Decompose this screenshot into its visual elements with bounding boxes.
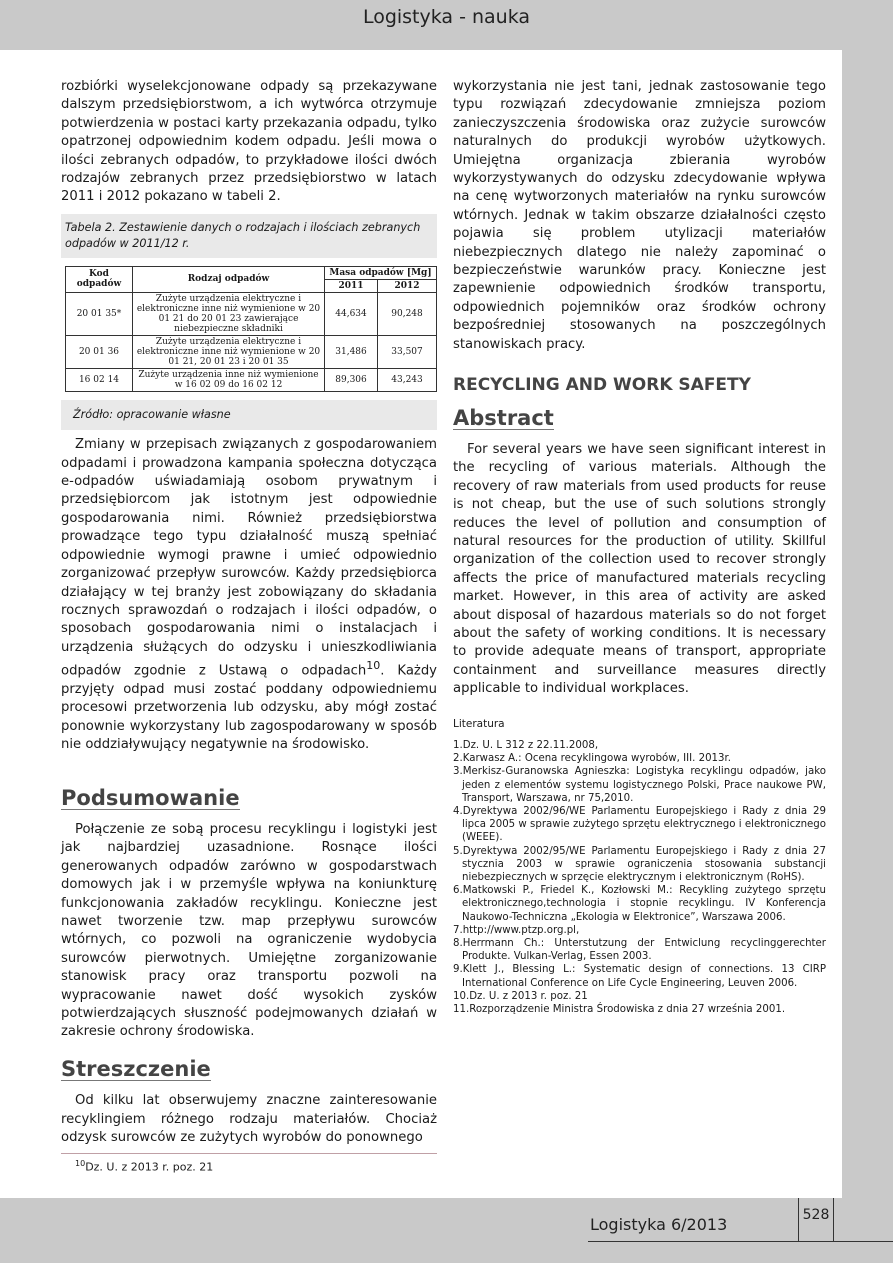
streszczenie-paragraph: Od kilku lat obserwujemy znaczne zainteresowanie recyklingiem różnego rodzaju materiałów. Chociaż odzysk surowców ze zużytych wyrobów do ponownego [61, 1093, 437, 1146]
reference-item: 6.Matkowski P., Friedel K., Kozłowski M.: Recykling zużytego sprzętu elektronicznego,technologia i stopnie recyklingu. IV Konferencja Naukowo-Techniczna „Ekologia w Elektronice”, Warszawa 2006. [453, 885, 826, 923]
table-cell-2012: 43,243 [378, 368, 437, 391]
reference-item: 1.Dz. U. L 312 z 22.11.2008, [453, 740, 599, 751]
table-cell-2012: 33,507 [378, 335, 437, 368]
abstract-paragraph: For several years we have seen significant interest in the recycling of various materials. Although the recovery of raw materials from used products for reuse is not cheap, but the use of such solutions strongly reduces the level of pollution and consumption of natural resources for the production of utility. Skillful organization of the collection used to recover strongly affects the price of manufactured materials recycling market. However, in this area of activity are asked about disposal of hazardous materials so do not forget about the safety of working conditions. It is necessary to provide adequate means of transport, appropriate containment and surveillance measures directly applicable to individual workplaces. [453, 441, 826, 697]
reference-item: 11.Rozporządzenie Ministra Środowiska z dnia 27 września 2001. [453, 1004, 786, 1016]
table-header-code: Kod odpadów [66, 266, 133, 292]
reference-item: 3.Merkisz-Guranowska Agnieszka: Logistyka recyklingu odpadów, jako jeden z elementów systemu logistycznego Polski, Prace naukowe PW, Transport, Warszawa, nr 75,2010. [453, 766, 826, 804]
table-header-mass: Masa odpadów [Mg] [325, 266, 437, 279]
page-body [0, 50, 842, 1198]
reference-item: 2.Karwasz A.: Ocena recyklingowa wyrobów, III. 2013r. [453, 753, 732, 765]
table-caption: Tabela 2. Zestawienie danych o rodzajach i ilościach zebranych odpadów w 2011/12 r. [61, 214, 437, 258]
section-title-abstract: Abstract [453, 405, 554, 430]
table-cell-2011: 89,306 [325, 368, 378, 391]
running-header [0, 0, 893, 50]
reference-item: 8.Herrmann Ch.: Unterstutzung der Entwiclung recyclinggerechter Produkte. Vulkan-Verlag, Essen 2003. [453, 938, 826, 963]
table-cell-code: 16 02 14 [66, 368, 133, 391]
table-row [66, 292, 437, 335]
table-cell-type: Zużyte urządzenia inne niż wymienione w 16 02 09 do 16 02 12 [133, 368, 325, 391]
table-cell-type: Zużyte urządzenia elektryczne i elektroniczne inne niż wymienione w 20 01 21, 20 01 23 i 20 01 35 [133, 335, 325, 368]
english-title: RECYCLING AND WORK SAFETY [453, 375, 751, 396]
footnote-ref: 10 [366, 659, 381, 673]
paragraph [61, 436, 437, 754]
table-cell-code: 20 01 36 [66, 335, 133, 368]
paragraph-text-a: Zmiany w przepisach związanych z gospodarowaniem odpadami i prowadzona kampania społeczna dotycząca e-odpadów uświadamiają osobom prywatnym i przedsiębiorcom jak istotnym jest odpowiednie gospodarowania nimi. Również przedsiębiorstwa prowadzące tego typu działalność muszą spełniać odpowiednie wymogi prawne i umieć odpowiednio zorganizować przepływ surowców. Każdy przedsiębiorca działający w tej branży jest zobowiązany do składania rocznych sprawozdań o rodzajach i ilości odpadów, o sposobach gospodarowania nimi o instalacjach i urządzenia służących do odzysku i unieszkodliwiania odpadów zgodnie z Ustawą o odpadach [61, 437, 437, 679]
table-header-2012: 2012 [378, 279, 437, 292]
footnote [61, 1153, 437, 1175]
footnote-text: Dz. U. z 2013 r. poz. 21 [85, 1161, 214, 1175]
reference-item: 9.Klett J., Blessing L.: Systematic design of connections. 13 CIRP International Conference on Life Cycle Engineering, Leuven 2006. [453, 964, 826, 989]
journal-footer: Logistyka 6/2013 [590, 1215, 728, 1234]
reference-item: 4.Dyrektywa 2002/96/WE Parlamentu Europejskiego i Rady z dnia 29 lipca 2005 w sprawie zużytego sprzętu elektrycznego i elektronicznego (WEEE). [453, 806, 826, 844]
running-header-title: Logistyka - nauka [362, 6, 531, 28]
reference-item: 7.http://www.ptzp.org.pl, [453, 924, 580, 936]
summary-paragraph: Połączenie ze sobą procesu recyklingu i logistyki jest jak najbardziej uzasadnione. Rosnące ilości generowanych odpadów zarówno w gospodarstwach domowych jak i w przemyśle wpływa na koniunkturę funkcjonowania zakładów recyklingu. Konieczne jest nawet tworzenie tzw. map przepływu surowców wtórnych, co pozwoli na ograniczenie wydobycia surowców pierwotnych. Umiejętne zorganizowanie stanowisk pracy oraz transportu pozwoli na wypracowanie nawet dość wysokich zysków potwierdzających słuszność podejmowanych działań w zakresie ochrony środowiska. [61, 821, 437, 1040]
table-cell-type: Zużyte urządzenia elektryczne i elektroniczne inne niż wymienione w 20 01 21 do 20 01 23 zawierające niebezpieczne składniki [133, 292, 325, 335]
references-title: Literatura [453, 717, 505, 730]
paragraph: wykorzystania nie jest tani, jednak zastosowanie tego typu rozwiązań zdecydowanie zmniejsza poziom zanieczyszczenia środowiska oraz zużycie surowców naturalnych do produkcji wyrobów użytkowych. Umiejętna organizacja zbierania wyrobów wykorzystywanych do odzysku zdecydowanie wpływa na cenę wytworzonych materiałów na rynku surowców wtórnych. Jednak w takim obszarze działalności często pojawia się problem utylizacji materiałów niebezpiecznych dlatego nie należy zapominać o bezpieczeństwie warunków pracy. Konieczne jest zapewnienie odpowiednich środków transportu, odpowiednich pojemników oraz środków ochrony bezpośredniej stosowanych na poszczególnych stanowiskach pracy. [453, 79, 826, 352]
table-row [66, 335, 437, 368]
table-cell-2011: 31,486 [325, 335, 378, 368]
table-cell-2011: 44,634 [325, 292, 378, 335]
paragraph: rozbiórki wyselekcjonowane odpady są przekazywane dalszym przedsiębiorstwom, a ich wytwórca otrzymuje potwierdzenia w postaci karty przekazania odpadu, tylko opatrzonej odpowiednim kodem odpadu. Jeśli mowa o ilości zebranych odpadów, to przykładowe ilości dwóch rodzajów zebranych przez przedsiębiorstwo w latach 2011 i 2012 pokazano w tabeli 2. [61, 79, 437, 205]
page-number: 528 [798, 1198, 834, 1241]
section-title-summary: Podsumowanie [61, 785, 240, 810]
table-row [66, 368, 437, 391]
reference-item: 5.Dyrektywa 2002/95/WE Parlamentu Europejskiego i Rady z dnia 27 stycznia 2003 w sprawie ograniczenia stosowania substancji niebezpiecznych w sprzęcie elektrycznym i elektronicznym (RoHS). [453, 845, 826, 884]
section-title-streszczenie: Streszczenie [61, 1056, 211, 1081]
reference-item: 10.Dz. U. z 2013 r. poz. 21 [453, 990, 588, 1002]
table-source: Źródło: opracowanie własne [61, 400, 437, 430]
paragraph-text-b: . Każdy przyjęty odpad musi zostać poddany odpowiedniemu procesowi przetworzenia lub odzysku, aby mógł zostać ponownie wykorzystany lub zagospodarowany w sposób nie oddziaływujący negatywnie na środowisko. [61, 663, 437, 753]
waste-table [65, 266, 437, 392]
table-header-2011: 2011 [325, 279, 378, 292]
table-header-type: Rodzaj odpadów [133, 266, 325, 292]
table-cell-code: 20 01 35* [66, 292, 133, 335]
footnote-number: 10 [75, 1159, 86, 1169]
right-column [453, 78, 826, 1016]
footer-rule [588, 1241, 893, 1242]
left-column [61, 78, 437, 1175]
table-cell-2012: 90,248 [378, 292, 437, 335]
references-list [453, 739, 826, 1016]
